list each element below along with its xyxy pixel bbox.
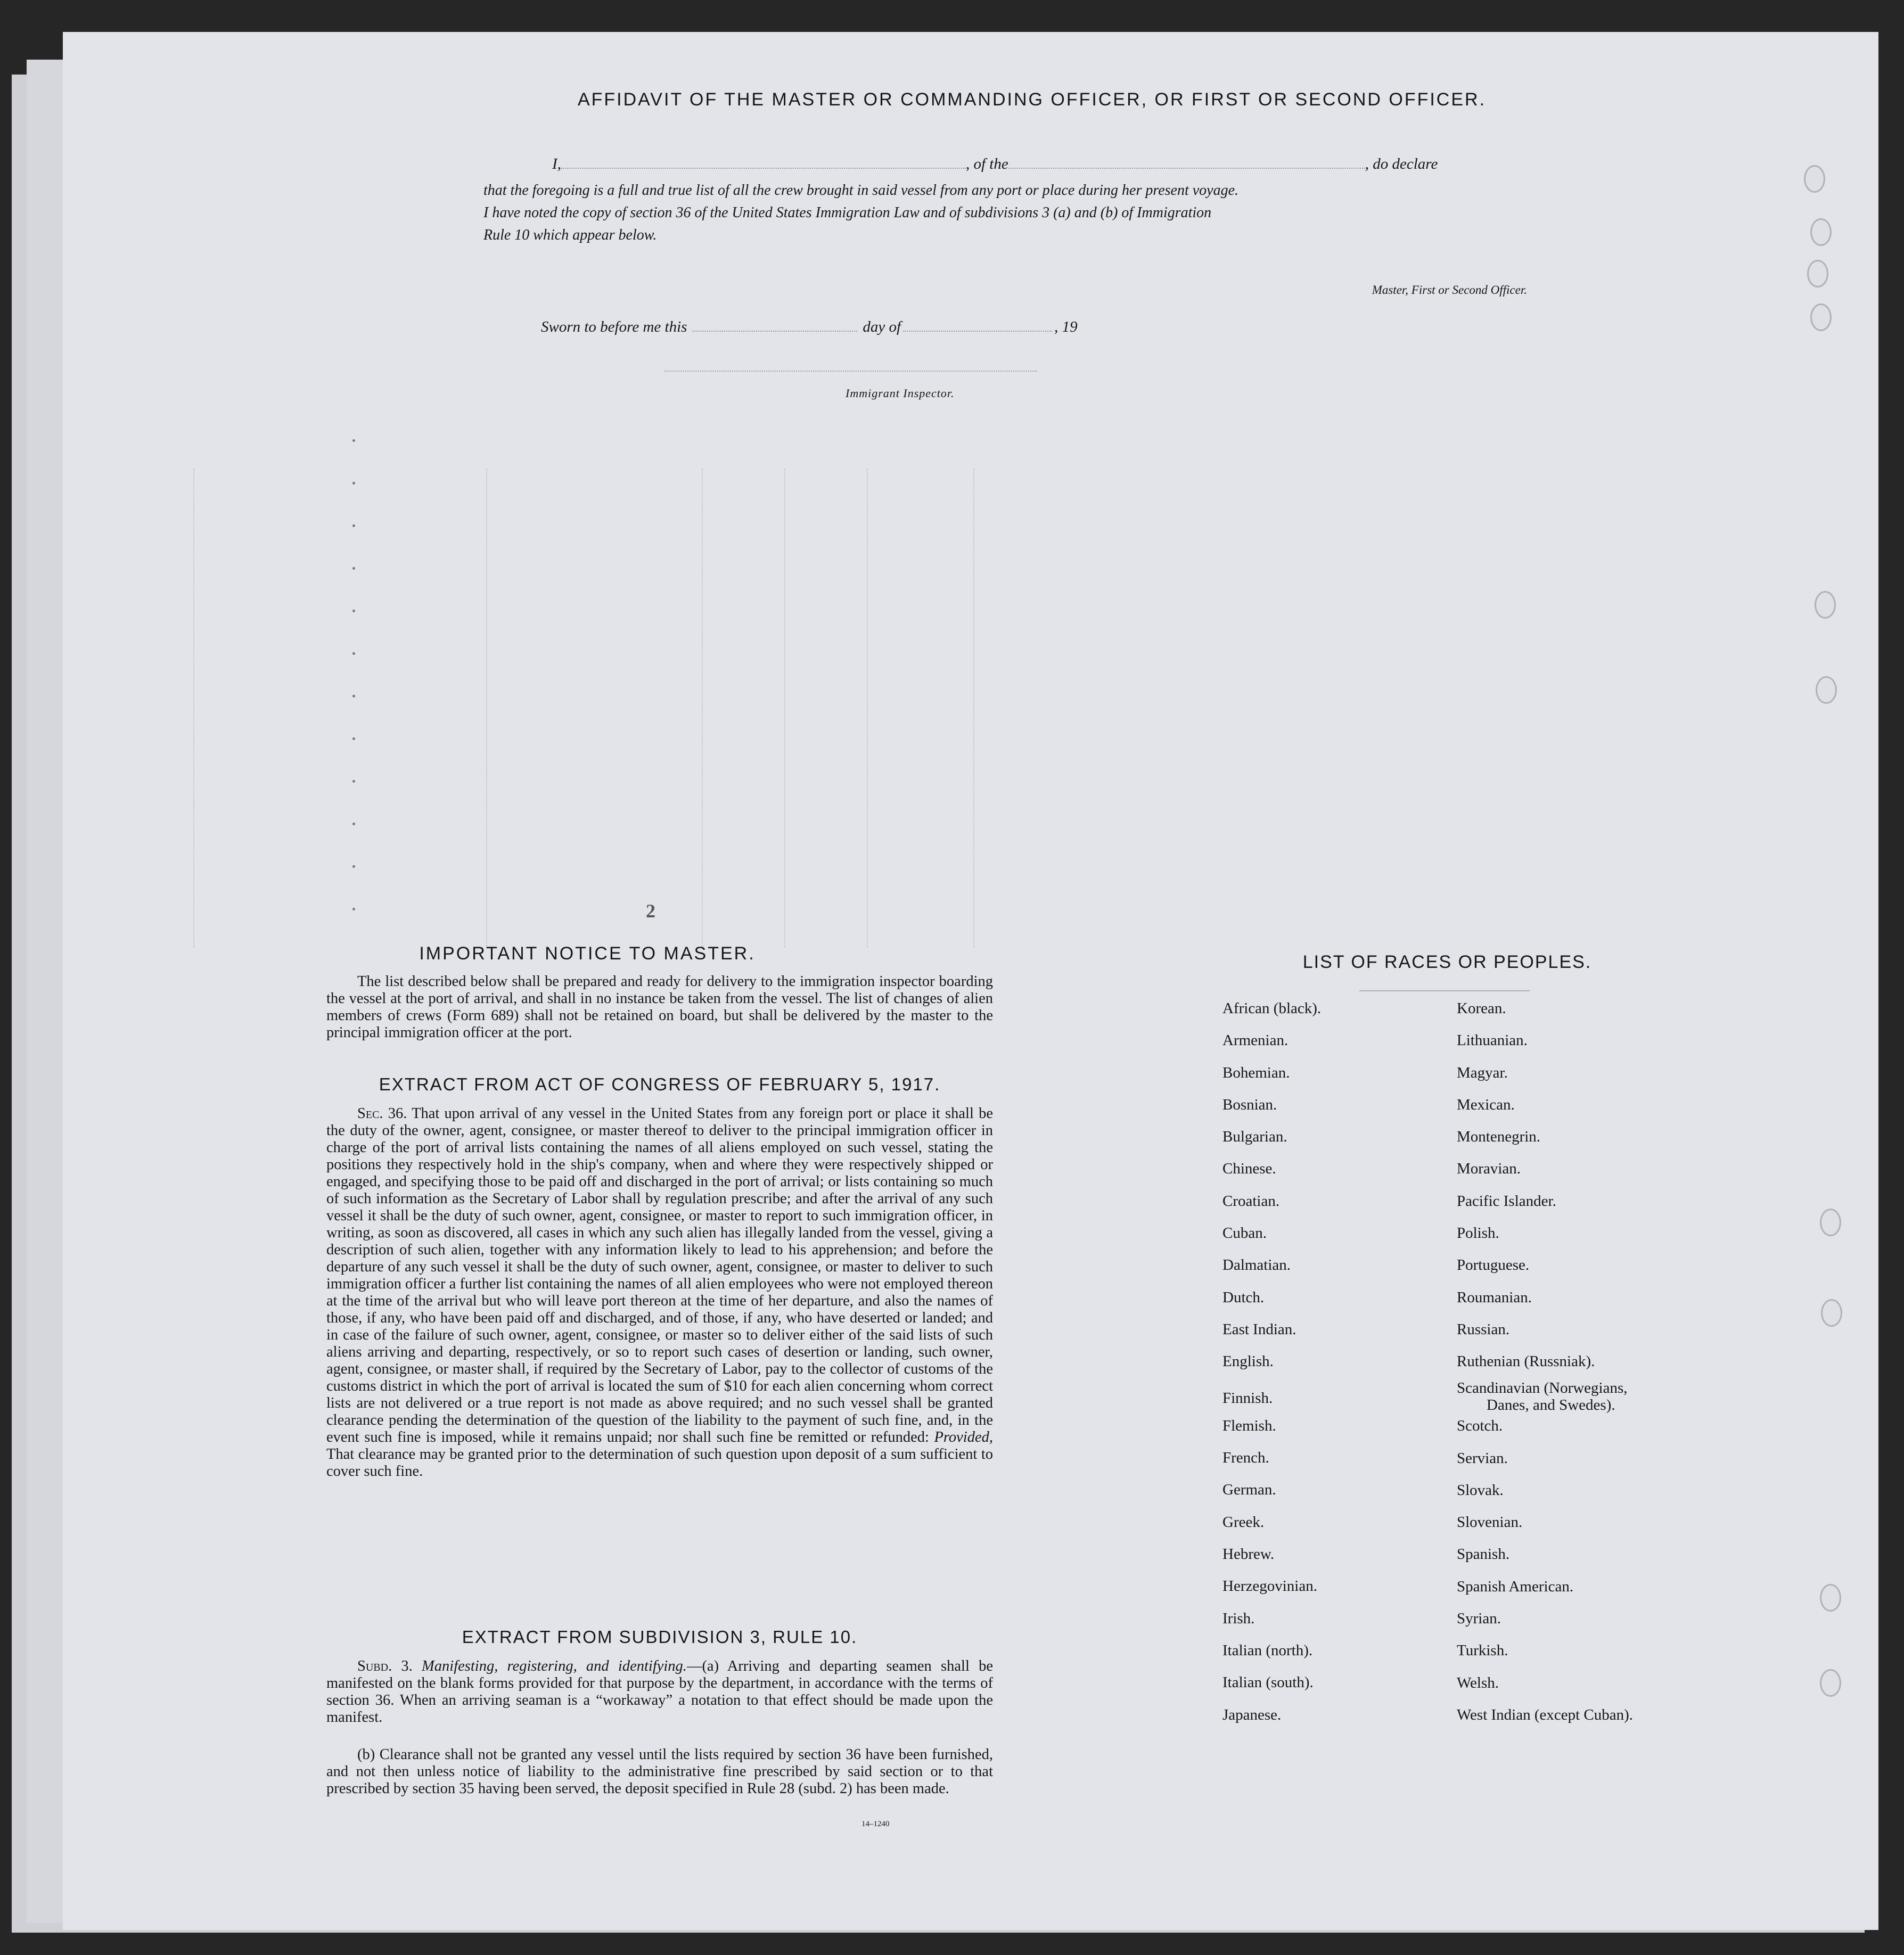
race-item: East Indian. — [1222, 1320, 1296, 1338]
affidavit-line-1 — [546, 155, 1553, 173]
page-number: 2 — [646, 900, 655, 922]
race-item: Scandinavian (Norwegians, — [1457, 1379, 1628, 1397]
rule-para-b: (b) Clearance shall not be granted any vessel until the lists required by section 36 have been furnished, and not then unless notice of liability to the administrative fine prescribed by said section or to that prescribed by section 35 having been served, the deposit specified in Rule 28 (subd. 2) has been made. — [326, 1746, 993, 1797]
leader-dot — [352, 482, 355, 484]
rule-para-a — [326, 1658, 993, 1726]
proviso-word: Provided, — [934, 1429, 993, 1445]
race-item: Bosnian. — [1222, 1096, 1277, 1113]
race-item: Cuban. — [1222, 1225, 1267, 1242]
race-item: Dalmatian. — [1222, 1256, 1291, 1274]
race-item: Magyar. — [1457, 1064, 1508, 1081]
affidavit-i-label: I, — [552, 155, 561, 172]
race-item: Spanish. — [1457, 1546, 1510, 1563]
vessel-blank[interactable] — [1008, 168, 1365, 169]
sworn-label: Sworn to before me this — [541, 318, 687, 335]
race-item-continuation: Danes, and Swedes). — [1487, 1397, 1615, 1414]
race-item: Spanish American. — [1457, 1578, 1574, 1595]
race-item: Irish. — [1222, 1609, 1255, 1627]
column-rule — [702, 469, 703, 948]
punch-hole-icon — [1810, 218, 1832, 246]
day-of-label: day of — [863, 318, 901, 335]
race-item: Syrian. — [1457, 1610, 1501, 1628]
race-item: Moravian. — [1457, 1160, 1521, 1178]
race-item: Russian. — [1457, 1320, 1510, 1338]
race-item: Scotch. — [1457, 1417, 1503, 1435]
race-item: Welsh. — [1457, 1674, 1499, 1691]
race-item: Hebrew. — [1222, 1546, 1275, 1563]
affidavit-line-4: Rule 10 which appear below. — [483, 227, 657, 243]
race-item: Servian. — [1457, 1449, 1508, 1467]
race-item: German. — [1222, 1481, 1276, 1499]
column-rule — [784, 469, 785, 948]
name-blank[interactable] — [561, 168, 966, 169]
race-item: Lithuanian. — [1457, 1032, 1528, 1049]
notice-title: IMPORTANT NOTICE TO MASTER. — [419, 943, 756, 964]
affidavit-line-2: that the foregoing is a full and true list of all the crew brought in said vessel from any port or place during her present voyage. — [483, 182, 1239, 199]
race-item: West Indian (except Cuban). — [1457, 1706, 1634, 1723]
punch-hole-icon — [1807, 260, 1828, 288]
subd-label: Subd. 3. — [357, 1658, 413, 1674]
rule-extract-title: EXTRACT FROM SUBDIVISION 3, RULE 10. — [462, 1627, 858, 1647]
affidavit-declare-label: , do declare — [1365, 155, 1438, 172]
races-title-rule — [1359, 990, 1530, 991]
race-item: Portuguese. — [1457, 1256, 1530, 1274]
races-left-column — [1222, 1000, 1446, 1738]
document-page — [63, 32, 1878, 1930]
race-item: Polish. — [1457, 1225, 1499, 1242]
affidavit-of-the-label: , of the — [966, 155, 1008, 172]
punch-hole-icon — [1815, 591, 1836, 619]
leader-dot — [352, 737, 355, 740]
act-extract-title: EXTRACT FROM ACT OF CONGRESS OF FEBRUARY 5, 1917. — [379, 1074, 941, 1094]
race-item: Slovak. — [1457, 1481, 1504, 1499]
punch-hole-icon — [1820, 1669, 1841, 1697]
race-item: Turkish. — [1457, 1642, 1508, 1660]
race-item: Japanese. — [1222, 1706, 1282, 1723]
race-item: Italian (north). — [1222, 1641, 1313, 1659]
subd-para-a-text: —(a) Arriving and departing seamen shall be manifested on the blank forms provided for that purpose by the department, in accordance with the terms of section 36. When an arriving seaman is a “workaway” a notation to that effect should be made upon the manifest. — [326, 1658, 993, 1726]
leader-dot — [352, 610, 355, 612]
race-item: Korean. — [1457, 1000, 1506, 1017]
race-item: Bohemian. — [1222, 1064, 1290, 1081]
affidavit-title: AFFIDAVIT OF THE MASTER OR COMMANDING OFFICER, OR FIRST OR SECOND OFFICER. — [577, 89, 1487, 110]
races-right-column — [1457, 1000, 1734, 1738]
sec-36-label: Sec. 36. — [357, 1105, 407, 1122]
race-item: Montenegrin. — [1457, 1128, 1541, 1146]
leader-dot — [352, 695, 355, 697]
leader-dot — [352, 865, 355, 868]
sec-36-text: That upon arrival of any vessel in the United States from any foreign port or place it shall be the duty of the owner, agent, consignee, or master thereof to deliver to the principal immigration officer in charge of the port of arrival lists containing the names of all aliens employed on such vessel, stating the positions they respectively hold in the ship's company, when and where they were respectively shipped or engaged, and specifying those to be paid off and discharged in the port of arrival; or lists containing so much of such information as the Secretary of Labor shall by regulation prescribe; and after the arrival of any such vessel it shall be the duty of such owner, agent, consignee, or master to report to such immigration officer, in writing, as soon as discovered, all cases in which any such alien has illegally landed from the vessel, giving a description of such alien, together with any information likely to lead to his apprehension; and before the departure of any such vessel it shall be the duty of such owner, agent, consignee, or master to deliver to such immigration officer a further list containing the names of all alien employees who were not employed thereon at the time of the arrival but who will leave port thereon at the time of her departure, and also the names of those, if any, who have been paid off and discharged, and of those, if any, who have deserted or landed; and in case of the failure of such owner, agent, consignee, or master so to deliver either of the said lists of such aliens arriving and departing, respectively, or so to report such cases of desertion or landing, such owner, agent, consignee, or master shall, if required by the Secretary of Labor, pay to the collector of customs of the customs district in which the port of arrival is located the sum of $10 for each alien concerning whom correct lists are not delivered or a true report is not made as above required; and no such vessel shall be granted clearance pending the determination of the question of the liability to the payment of such fine, and, in the event such fine is imposed, while it remains unpaid; nor shall such fine be remitted or refunded: — [326, 1105, 993, 1445]
leader-dot — [352, 567, 355, 570]
form-number: 14–1240 — [861, 1820, 890, 1828]
punch-hole-icon — [1804, 165, 1825, 193]
inspector-signature-line — [664, 371, 1037, 372]
races-title: LIST OF RACES OR PEOPLES. — [1302, 952, 1592, 972]
punch-hole-icon — [1820, 1209, 1841, 1236]
sworn-date-blank[interactable] — [692, 331, 857, 332]
column-rule — [486, 469, 487, 948]
inspector-caption: Immigrant Inspector. — [846, 387, 955, 400]
leader-dot — [352, 439, 355, 442]
race-item: Croatian. — [1222, 1192, 1280, 1210]
signer-caption: Master, First or Second Officer. — [1372, 283, 1527, 297]
race-item: Flemish. — [1222, 1417, 1276, 1434]
race-item: Finnish. — [1222, 1389, 1273, 1407]
race-item: Armenian. — [1222, 1032, 1289, 1049]
race-item: Herzegovinian. — [1222, 1578, 1317, 1595]
punch-hole-icon — [1816, 676, 1837, 704]
race-item: Chinese. — [1222, 1160, 1276, 1178]
leader-dot — [352, 524, 355, 527]
sec-36-text-end: That clearance may be granted prior to the determination of such question upon deposit of a sum sufficient to cover such fine. — [326, 1446, 993, 1480]
sworn-line — [541, 318, 1286, 336]
column-rule — [867, 469, 868, 948]
sworn-month-blank[interactable] — [903, 331, 1052, 332]
column-rule — [193, 469, 194, 948]
leader-dot — [352, 823, 355, 825]
subd-heading: Manifesting, registering, and identifying. — [422, 1658, 687, 1674]
race-item: African (black). — [1222, 1000, 1322, 1017]
race-item: Roumanian. — [1457, 1288, 1532, 1306]
race-item: Mexican. — [1457, 1096, 1515, 1113]
leader-dot — [352, 652, 355, 655]
race-item: Greek. — [1222, 1513, 1265, 1531]
race-item: Slovenian. — [1457, 1514, 1523, 1531]
year-label: , 19 — [1054, 318, 1078, 335]
race-item: Pacific Islander. — [1457, 1192, 1556, 1210]
leader-dot — [352, 908, 355, 910]
race-item: Bulgarian. — [1222, 1128, 1287, 1146]
race-item: English. — [1222, 1353, 1274, 1370]
punch-hole-icon — [1820, 1584, 1841, 1612]
notice-body: The list described below shall be prepared and ready for delivery to the immigration inspector boarding the vessel at the port of arrival, and shall in no instance be taken from the vessel. The list of changes of alien members of crews (Form 689) shall not be retained on board, but shall be delivered by the master to the principal immigration officer at the port. — [326, 973, 993, 1041]
punch-hole-icon — [1810, 303, 1832, 331]
race-item: French. — [1222, 1449, 1269, 1467]
column-rule — [973, 469, 974, 948]
affidavit-line-3: I have noted the copy of section 36 of the United States Immigration Law and of subdivisions 3 (a) and (b) of Immigration — [483, 204, 1212, 221]
race-item: Dutch. — [1222, 1288, 1265, 1306]
race-item: Ruthenian (Russniak). — [1457, 1353, 1595, 1370]
act-extract-body — [326, 1105, 993, 1480]
leader-dot — [352, 780, 355, 783]
punch-hole-icon — [1821, 1299, 1842, 1327]
race-item: Italian (south). — [1222, 1674, 1314, 1691]
